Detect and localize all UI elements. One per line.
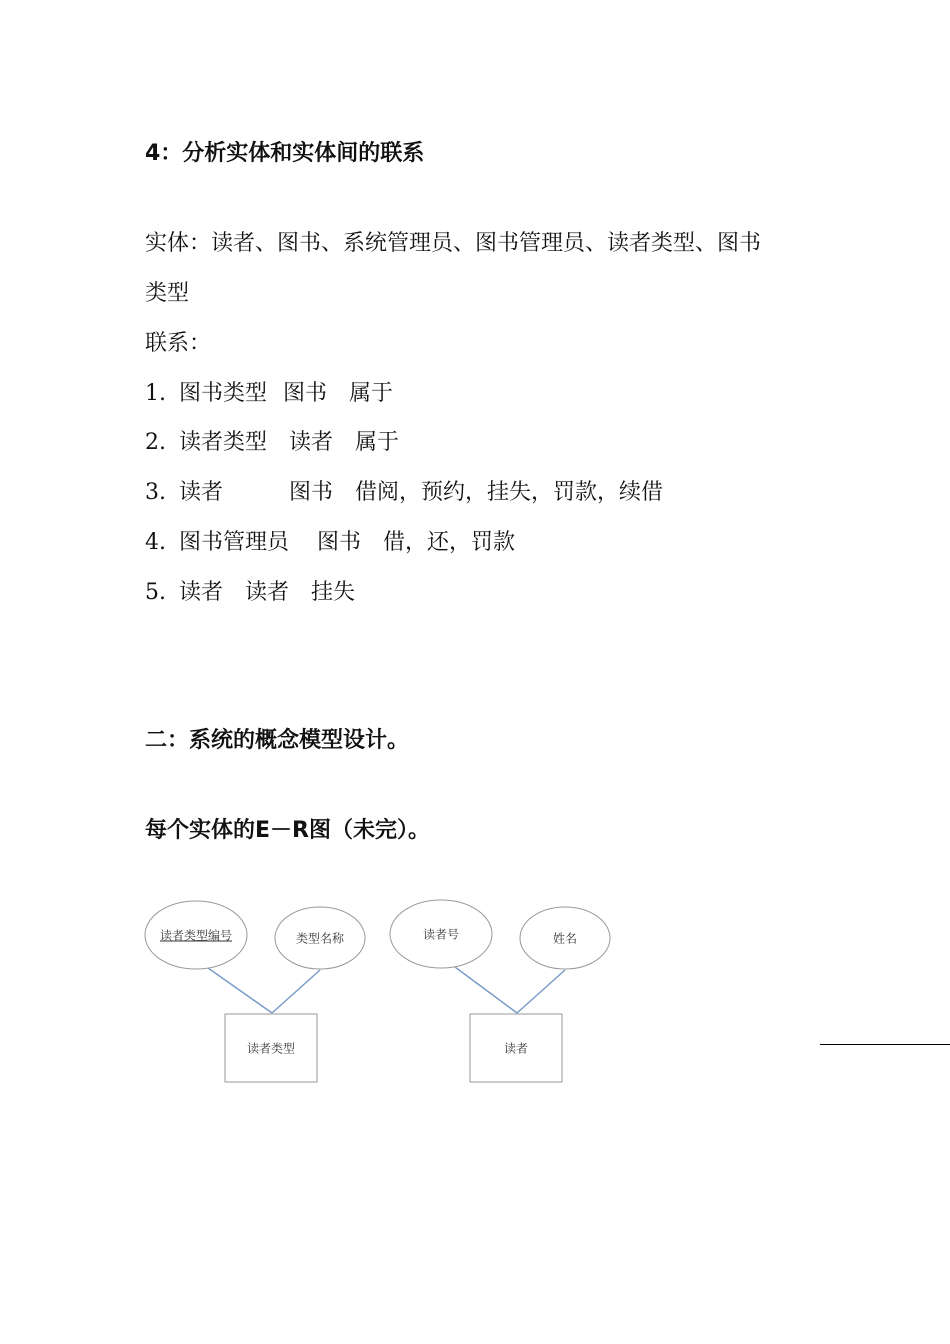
relation-entity-a: 读者 <box>179 580 224 605</box>
relation-type: 挂失 <box>311 580 356 605</box>
er-entity-reader: 读者 <box>503 1041 529 1056</box>
relation-entity-a: 图书管理员 <box>179 530 290 555</box>
entities-line-2: 类型 <box>145 281 190 306</box>
relation-entity-a: 图书类型 <box>179 381 268 406</box>
relation-entity-b: 读者 <box>289 430 334 455</box>
relation-number: 2. <box>145 430 166 455</box>
er-attribute-type-name: 类型名称 <box>295 931 345 946</box>
relation-type: 属于 <box>355 430 400 455</box>
relation-entity-b: 图书 <box>289 480 334 505</box>
relation-number: 3. <box>145 480 166 505</box>
relation-type: 借，还，罚款 <box>383 530 516 555</box>
er-connector-line <box>455 967 517 1013</box>
er-connector-line <box>517 970 565 1013</box>
relation-entity-b: 读者 <box>245 580 290 605</box>
er-attribute-name: 姓名 <box>552 931 578 946</box>
section-heading-entities: 4：分析实体和实体间的联系 <box>145 141 425 166</box>
er-connector-line <box>208 968 272 1013</box>
er-attribute-reader-type-id: 读者类型编号 <box>159 928 233 943</box>
section-heading-concept-model: 二：系统的概念模型设计。 <box>145 728 410 753</box>
relation-number: 1. <box>145 381 166 406</box>
relation-number: 5. <box>145 580 166 605</box>
relation-type: 借阅，预约，挂失，罚款，续借 <box>355 480 664 505</box>
horizontal-rule <box>820 1044 950 1045</box>
er-diagram-heading: 每个实体的E－R图（未完）。 <box>145 818 430 843</box>
entities-line-1: 实体：读者、图书、系统管理员、图书管理员、读者类型、图书 <box>145 231 762 256</box>
relations-label: 联系： <box>145 331 212 356</box>
er-attribute-reader-id: 读者号 <box>422 927 460 942</box>
relation-type: 属于 <box>349 381 394 406</box>
relation-entity-a: 读者 <box>179 480 224 505</box>
relation-number: 4. <box>145 530 166 555</box>
er-entity-reader-type: 读者类型 <box>246 1041 296 1056</box>
relation-entity-b: 图书 <box>317 530 362 555</box>
er-connector-line <box>272 970 320 1013</box>
relation-entity-a: 读者类型 <box>179 430 268 455</box>
relation-entity-b: 图书 <box>283 381 328 406</box>
